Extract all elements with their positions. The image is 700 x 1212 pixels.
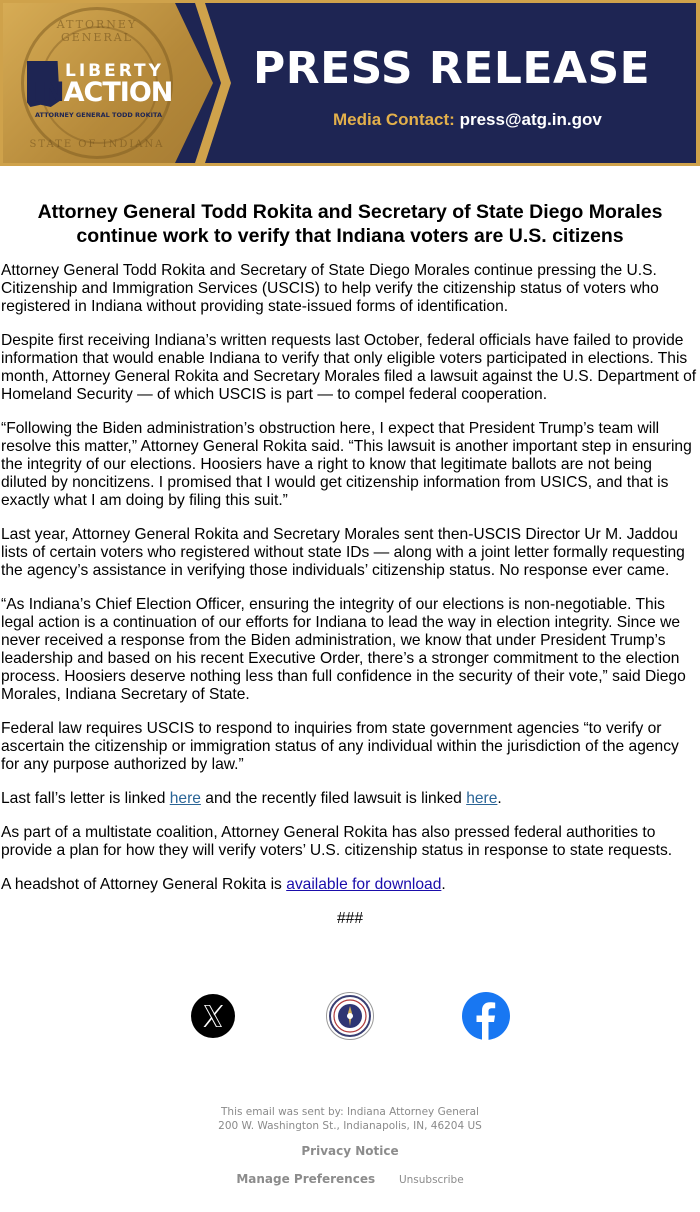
paragraph-last-year: Last year, Attorney General Rokita and Secretary Morales sent then-USCIS Director Ur M. Jaddou lists of certain voters who registered without state IDs — along with a joint letter formally requesting the agency’s assistance in verifying those individuals’ citizenship status. No response ever came. [1, 526, 685, 579]
footer-sender [0, 1105, 700, 1133]
footer-links [0, 1172, 700, 1186]
article-body [1, 262, 699, 944]
facebook-icon[interactable] [462, 992, 510, 1040]
article-headline: Attorney General Todd Rokita and Secretary of State Diego Morales continue work to verify that Indiana voters are U.S. citizens [37, 201, 663, 247]
ag-seal-icon[interactable] [326, 992, 374, 1040]
media-contact-label: Media Contact: [333, 110, 455, 129]
logo-action: ACTION [63, 77, 173, 108]
banner-background [3, 3, 696, 163]
manage-preferences-link[interactable]: Manage Preferences [236, 1172, 376, 1186]
paragraph-morales-quote: “As Indiana’s Chief Election Officer, ensuring the integrity of our elections is non-negotiable. This legal action is a continuation of our efforts for Indiana to lead the way in election integrity. Since we never received a response from the Biden administration, we know that under President Trump’s leadership and based on his recent Executive Order, there’s a stronger commitment to the election process. Hoosiers deserve nothing less than full confidence in the security of their vote,” said Diego Morales, Indiana Secretary of State. [1, 596, 686, 703]
x-icon[interactable] [191, 994, 235, 1038]
paragraph-intro: Attorney General Todd Rokita and Secretary of State Diego Morales continue pressing the U.S. Citizenship and Immigration Services (USCIS) to help verify the citizenship status of voters who registered in Indiana without providing state-issued forms of identification. [1, 262, 659, 315]
logo-in: IN [33, 77, 64, 108]
lawsuit-link[interactable]: here [466, 790, 498, 807]
press-release-title: PRESS RELEASE [253, 43, 651, 94]
logo-liberty-text: LIBERTY [65, 61, 164, 81]
paragraph-headshot: A headshot of Attorney General Rokita is available for download. [1, 876, 446, 893]
privacy-notice-link[interactable]: Privacy Notice [301, 1144, 399, 1158]
footer-address: 200 W. Washington St., Indianapolis, IN, 46204 US [218, 1120, 482, 1132]
paragraph-background: Despite first receiving Indiana’s written requests last October, federal officials have failed to provide information that would enable Indiana to verify that only eligible voters participated in elections. This month, Attorney General Rokita and Secretary Morales filed a lawsuit against the U.S. Department of Homeland Security — of which USCIS is part — to compel federal cooperation. [1, 332, 697, 403]
seal-text-bottom: STATE OF INDIANA [29, 139, 165, 150]
footer-sent-by: This email was sent by: Indiana Attorney General [221, 1106, 479, 1118]
letter-link[interactable]: here [169, 790, 201, 807]
media-contact-email[interactable]: press@atg.in.gov [459, 110, 602, 129]
headshot-download-link[interactable]: available for download [286, 876, 442, 893]
social-links [0, 992, 700, 1042]
logo-subtitle: ATTORNEY GENERAL TODD ROKITA [35, 111, 162, 119]
logo-inaction-text [33, 77, 172, 108]
paragraph-links: Last fall’s letter is linked here and the recently filed lawsuit is linked here. [1, 790, 502, 807]
media-contact [333, 110, 602, 130]
end-mark: ### [336, 910, 364, 927]
seal-text-top: ATTORNEY GENERAL [56, 18, 138, 44]
press-release-banner [0, 0, 700, 166]
paragraph-federal-law: Federal law requires USCIS to respond to inquiries from state government agencies “to verify or ascertain the citizenship or immigration status of any individual within the jurisdiction of the agency for any purpose authorized by law.” [1, 720, 679, 773]
unsubscribe-link[interactable]: Unsubscribe [398, 1174, 464, 1186]
paragraph-rokita-quote: “Following the Biden administration’s obstruction here, I expect that President Trump’s team will resolve this matter,” Attorney General Rokita said. “This lawsuit is another important step in ensuring the integrity of our elections. Hoosiers have a right to know that legitimate ballots are not being diluted by noncitizens. I promised that I would get citizenship information from USICS, and that is exactly what I am doing by filing this suit.” [1, 420, 692, 509]
paragraph-coalition: As part of a multistate coalition, Attorney General Rokita has also pressed federal authorities to provide a plan for how they will verify voters’ U.S. citizenship status in response to state requests. [1, 824, 673, 859]
